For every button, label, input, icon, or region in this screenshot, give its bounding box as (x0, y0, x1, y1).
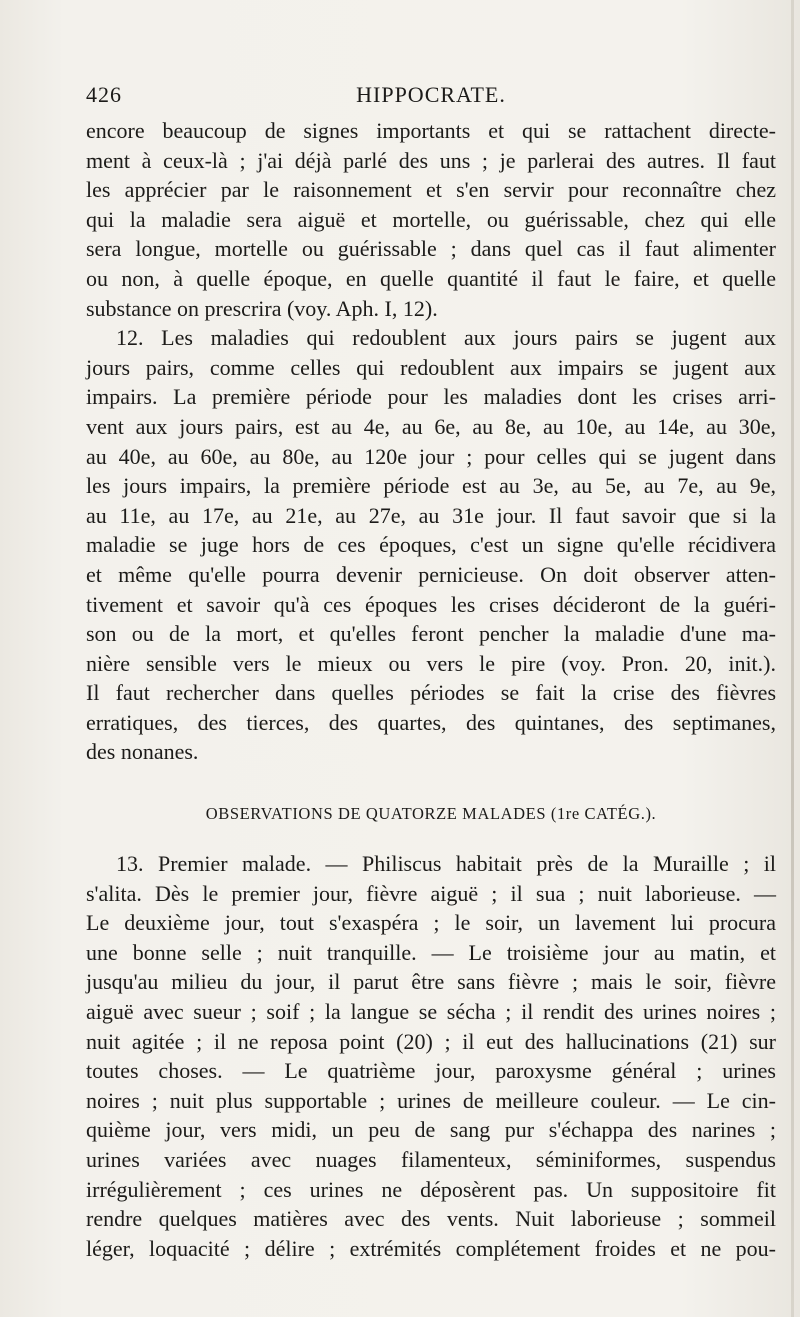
text-line: léger, loquacité ; délire ; extrémités complétement froides et ne pou- (86, 1235, 776, 1261)
text-line: rendre quelques matières avec des vents. Nuit laborieuse ; sommeil (86, 1206, 776, 1232)
text-line: des nonanes. (86, 739, 199, 765)
text-line: les apprécier par le raisonnement et s'en servir pour reconnaître chez (86, 177, 776, 203)
text-line: Le deuxième jour, tout s'exaspéra ; le soir, un lavement lui procura (86, 910, 776, 936)
text-line: 12. Les maladies qui redoublent aux jours pairs se jugent aux (116, 325, 776, 351)
text-line: au 40e, au 60e, au 80e, au 120e jour ; pour celles qui se jugent dans (86, 443, 776, 469)
text-line: une bonne selle ; nuit tranquille. — Le troisième jour au matin, et (86, 939, 776, 965)
text-line: tivement et savoir qu'à ces époques les crises décideront de la guéri- (86, 591, 776, 617)
section-heading: OBSERVATIONS DE QUATORZE MALADES (1re CATÉG.). (205, 804, 657, 823)
text-line: ment à ceux-là ; j'ai déjà parlé des uns ; je parlerai des autres. Il faut (86, 147, 776, 173)
text-line: substance on prescrira (voy. Aph. I, 12). (86, 295, 438, 321)
body-text-bottom (86, 849, 776, 1263)
page-edge (791, 0, 794, 1317)
text-line: nuit agitée ; il ne reposa point (20) ; il eut des hallucinations (21) sur (86, 1028, 776, 1054)
text-line: quième jour, vers midi, un peu de sang pur s'échappa des narines ; (86, 1117, 776, 1143)
body-text-top (86, 116, 776, 767)
paragraph-12 (86, 323, 776, 767)
text-line: nière sensible vers le mieux ou vers le pire (voy. Pron. 20, init.). (86, 650, 776, 676)
paragraph-13 (86, 849, 776, 1263)
text-line: au 11e, au 17e, au 21e, au 27e, au 31e jour. Il faut savoir que si la (86, 502, 776, 528)
text-line: et même qu'elle pourra devenir pernicieuse. On doit observer atten- (86, 561, 776, 587)
text-line: vent aux jours pairs, est au 4e, au 6e, au 8e, au 10e, au 14e, au 30e, (86, 413, 776, 439)
text-line: sera longue, mortelle ou guérissable ; dans quel cas il faut alimenter (86, 236, 776, 262)
text-line: irrégulièrement ; ces urines ne déposèrent pas. Un suppositoire fit (86, 1176, 776, 1202)
text-line: impairs. La première période pour les maladies dont les crises arri- (86, 384, 776, 410)
paragraph-continuation (86, 116, 776, 323)
text-line: jusqu'au milieu du jour, il parut être sans fièvre ; mais le soir, fièvre (86, 969, 776, 995)
text-line: maladie se juge hors de ces époques, c'est un signe qu'elle récidivera (86, 532, 776, 558)
text-line: erratiques, des tierces, des quartes, des quintanes, des septimanes, (86, 709, 776, 735)
text-line: urines variées avec nuages filamenteux, séminiformes, suspendus (86, 1146, 776, 1172)
text-line: noires ; nuit plus supportable ; urines de meilleure couleur. — Le cin- (86, 1087, 776, 1113)
text-line: ou non, à quelle époque, en quelle quantité il faut le faire, et quelle (86, 265, 776, 291)
text-line: aiguë avec sueur ; soif ; la langue se sécha ; il rendit des urines noires ; (86, 998, 776, 1024)
text-line: 13. Premier malade. — Philiscus habitait près de la Muraille ; il (116, 851, 776, 876)
running-title: HIPPOCRATE. (356, 82, 506, 107)
text-line: les jours impairs, la première période est au 3e, au 5e, au 7e, au 9e, (86, 473, 776, 499)
page-number: 426 (86, 82, 122, 107)
text-line: jours pairs, comme celles qui redoublent aux impairs se jugent aux (86, 354, 776, 380)
text-line: encore beaucoup de signes importants et qui se rattachent directe- (86, 118, 776, 143)
text-line: s'alita. Dès le premier jour, fièvre aiguë ; il sua ; nuit laborieuse. — (86, 880, 776, 906)
text-line: qui la maladie sera aiguë et mortelle, ou guérissable, chez qui elle (86, 206, 776, 232)
text-line: toutes choses. — Le quatrième jour, paroxysme général ; urines (86, 1058, 776, 1084)
text-line: Il faut rechercher dans quelles périodes se fait la crise des fièvres (86, 680, 776, 706)
text-line: son ou de la mort, et qu'elles feront pencher la maladie d'une ma- (86, 621, 776, 647)
